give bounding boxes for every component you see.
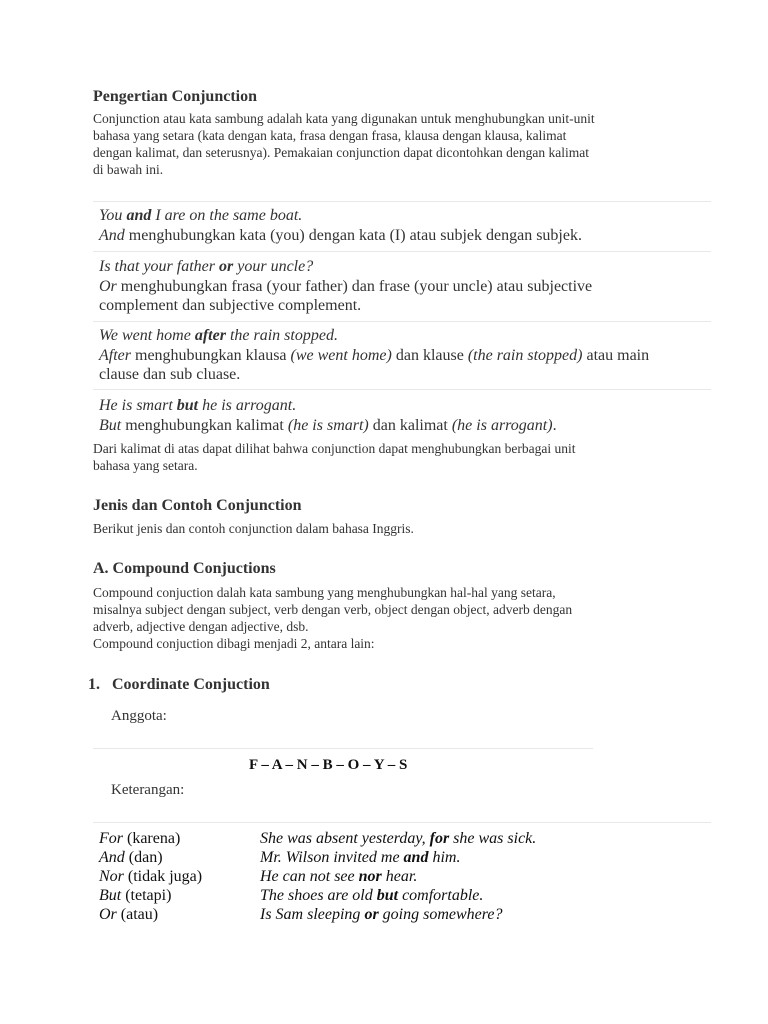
conjunction-word: but — [376, 887, 399, 904]
members-label: Anggota: — [111, 708, 167, 724]
example-sentence: Is that your father or your uncle? — [99, 258, 314, 275]
divider — [93, 389, 711, 390]
example-sentence: He is smart but he is arrogant. — [99, 397, 297, 414]
example-block-but — [99, 396, 714, 435]
compound-line: Compound conjuction dibagi menjadi 2, antara lain: — [93, 636, 375, 651]
notes-label: Keterangan: — [111, 782, 185, 798]
example-explanation: Or menghubungkan frasa (your father) dan frase (your uncle) atau subjective — [99, 277, 593, 295]
conjunction-word: after — [194, 327, 226, 344]
table-row: For (karena) — [99, 830, 181, 847]
conjunction-word: but — [176, 397, 199, 414]
table-row: Nor (tidak juga) — [99, 868, 203, 885]
compound-line: Compound conjuction dalah kata sambung yang menghubungkan hal-hal yang setara, — [93, 585, 556, 600]
intro-paragraph — [93, 110, 713, 178]
conjunction-word: and — [403, 849, 429, 866]
example-explanation: But menghubungkan kalimat (he is smart) dan kalimat (he is arrogant). — [99, 416, 557, 434]
table-row-example: Is Sam sleeping or going somewhere? — [260, 906, 503, 923]
conjunction-word: or — [219, 258, 234, 275]
section-title-coordinate: Coordinate Conjuction — [112, 676, 270, 693]
divider — [93, 321, 711, 322]
section-jenis-text: Berikut jenis dan contoh conjunction dalam bahasa Inggris. — [93, 521, 414, 536]
intro-line: di bawah ini. — [93, 162, 164, 177]
example-explanation: After menghubungkan klausa (we went home) dan klause (the rain stopped) atau main — [99, 346, 650, 364]
fanboys-acronym: F – A – N – B – O – Y – S — [249, 757, 408, 773]
conjunction-word: or — [364, 906, 379, 923]
table-row-example: Mr. Wilson invited me and him. — [260, 849, 461, 866]
table-row-example: She was absent yesterday, for she was sick. — [260, 830, 537, 847]
table-row: Or (atau) — [99, 906, 159, 923]
divider — [93, 251, 711, 252]
table-row: And (dan) — [99, 849, 163, 866]
example-block-and — [99, 206, 714, 245]
compound-line: misalnya subject dengan subject, verb dengan verb, object dengan object, adverb dengan — [93, 602, 573, 617]
list-number: 1. — [88, 676, 100, 693]
compound-paragraph — [93, 584, 713, 652]
table-row-example: He can not see nor hear. — [260, 868, 418, 885]
example-block-or — [99, 257, 714, 316]
conjunction-word: for — [429, 830, 450, 847]
intro-line: bahasa yang setara (kata dengan kata, frasa dengan frasa, klausa dengan klausa, kalimat — [93, 128, 567, 143]
conjunction-word: and — [126, 207, 152, 224]
divider — [93, 748, 593, 749]
example-explanation-cont: complement dan subjective complement. — [99, 297, 362, 314]
example-block-after — [99, 326, 714, 385]
divider — [93, 822, 711, 823]
section-title-pengertian: Pengertian Conjunction — [93, 88, 257, 105]
compound-line: adverb, adjective dengan adjective, dsb. — [93, 619, 309, 634]
conjunction-word: nor — [358, 868, 382, 885]
example-sentence: We went home after the rain stopped. — [99, 327, 338, 344]
example-explanation: And menghubungkan kata (you) dengan kata (I) atau subjek dengan subjek. — [99, 226, 582, 244]
example-explanation-cont: clause dan sub cluase. — [99, 366, 241, 383]
intro-line: Conjunction atau kata sambung adalah kata yang digunakan untuk menghubungkan unit-unit — [93, 111, 595, 126]
summary-line: bahasa yang setara. — [93, 458, 198, 473]
section-title-jenis: Jenis dan Contoh Conjunction — [93, 497, 302, 514]
section-title-compound: A. Compound Conjuctions — [93, 560, 276, 577]
summary-paragraph — [93, 440, 713, 474]
divider — [93, 201, 711, 202]
intro-line: dengan kalimat, dan seterusnya). Pemakaian conjunction dapat dicontohkan dengan kalimat — [93, 145, 589, 160]
table-row: But (tetapi) — [99, 887, 172, 904]
table-row-example: The shoes are old but comfortable. — [260, 887, 484, 904]
example-sentence: You and I are on the same boat. — [99, 207, 303, 224]
summary-line: Dari kalimat di atas dapat dilihat bahwa conjunction dapat menghubungkan berbagai unit — [93, 441, 576, 456]
